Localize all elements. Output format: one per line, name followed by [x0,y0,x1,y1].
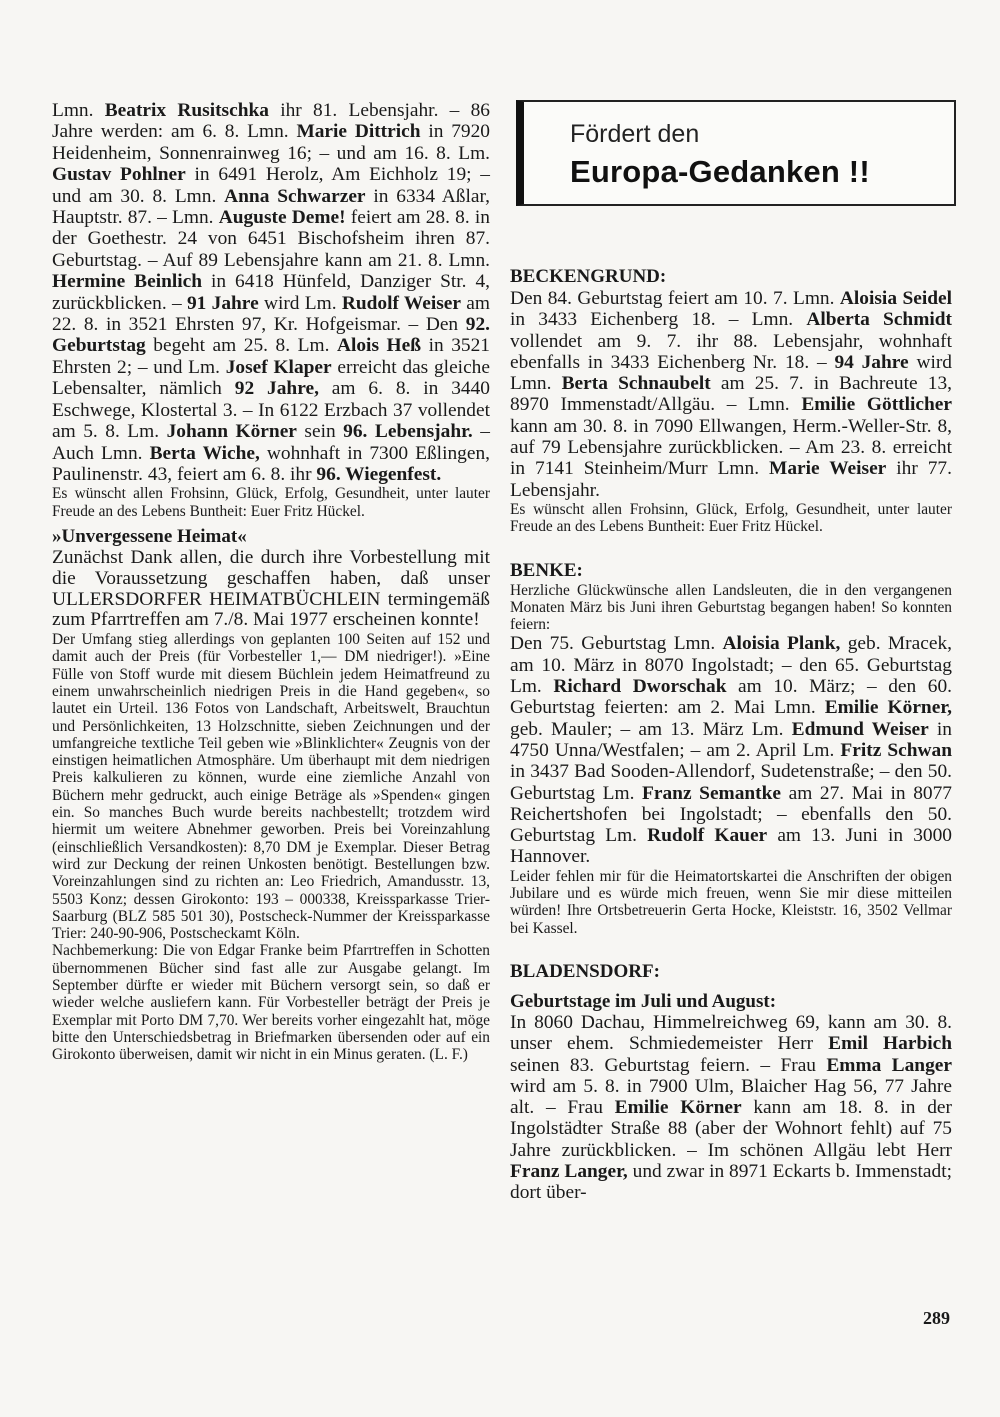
text-run: Den 75. Geburtstag Lmn. [510,633,723,655]
text-run: in 6334 Aßlar, Hauptstr. 87. – Lmn. [52,185,491,229]
section-heading-bladensdorf: BLADENSDORF: [510,960,660,982]
text-run: in 3437 Bad Sooden-Allendorf, Sudetenstraße; – den 50. Geburtstag Lm. [510,761,952,804]
text-run: sein [296,421,344,443]
greeting-note: Es wünscht allen Frohsinn, Glück, Erfolg, Gesundheit, unter lauter Freude an des Lebens Buntheit: Euer Fritz Hückel. [52,485,490,520]
bold-name: 92 Jahre, [234,378,319,400]
page-number: 289 [923,1308,950,1328]
book-intro-paragraph: Zunächst Dank allen, die durch ihre Vorbestellung mit die Voraussetzung geschaffen haben, daß unser ULLERSDORFER HEIMATBÜCHLEIN termingemäß zum Pfarrtreffen am 7./8. Mai 1977 erscheinen konnte! [52,546,490,631]
bold-name: Emilie Körner, [824,697,953,719]
bold-name: Marie Weiser [769,458,887,480]
text-run: In 8060 Dachau, Himmelreichweg 69, kann am 30. 8. unser ehem. Schmiedemeister Herr [510,1011,952,1055]
bold-name: Aloisia Plank, [722,633,841,655]
right-column [510,100,952,1204]
text-run: ihr 81. Lebensjahr. – 86 Jahre werden: am 6. 8. Lmn. [52,100,490,143]
bold-name: Berta Wiche, [149,442,260,464]
bold-name: Marie Dittrich [296,121,421,143]
bold-name: Franz Langer, [510,1160,628,1182]
text-run: kann am 30. 8. in 7090 Ellwangen, Herm.-Weller-Str. 8, auf 79 Lebensjahre zurückblicken. – Am 23. 8. erreicht in 7141 Steinheim/Murr Lmn. [510,415,952,480]
europa-advertisement-box [516,100,956,206]
bladensdorf-subheading: Geburtstage im Juli und August: [510,990,777,1012]
section-heading-beckengrund: BECKENGRUND: [510,266,667,287]
text-run: wohnhaft in 7300 Eßlingen, Paulinenstr. 43, feiert am 6. 8. ihr [52,442,490,485]
bold-name: 92. [465,314,490,336]
text-run: feiert am 28. 8. in der Goethestr. 24 von 6451 Bischofsheim ihren 87. Geburtstag. – Auf 89 Lebensjahre kann am 21. 8. Lmn. [52,207,490,271]
text-run: am 6. 8. in 3440 Eschwege, Klostertal 3. – In 6122 Erzbach 37 vollendet am 5. 8. Lm. [52,378,490,443]
text-run: in 3521 Ehrsten 2; – und Lm. [52,335,490,378]
text-run: erreicht das gleiche Lebensalter, nämlich [52,356,490,400]
bold-name: 94 Jahre [834,351,909,373]
ad-line-1: Fördert den [570,120,700,148]
bold-name: 96. Lebensjahr. [343,421,473,443]
text-run: begeht am 25. 8. Lm. [145,335,337,357]
text-run: am 27. Mai in 8077 Reichertshofen bei Ingolstadt; – ebenfalls den 50. Geburtstag Lm. [510,782,952,847]
bold-name: Rudolf Kauer [647,825,768,847]
text-run: am 10. März; – den 60. Geburtstag feierten: am 2. Mai Lmn. [510,676,952,719]
text-run: vollendet am 9. 7. ihr 88. Lebensjahr, wohnhaft ebenfalls in 3433 Eichenberg Nr. 18. – [510,330,952,373]
text-run: seinen 83. Geburtstag feiern. – Frau [510,1054,827,1076]
text-run: in 6491 Herolz, Am Eichholz 19; – und am 30. 8. Lmn. [52,164,490,207]
beckengrund-greeting: Es wünscht allen Frohsinn, Glück, Erfolg, Gesundheit, unter lauter Freude an des Lebens Buntheit: Euer Fritz Hückel. [510,500,952,536]
bold-name: 96. Wiegenfest. [316,463,442,485]
benke-intro: Herzliche Glückwünsche allen Landsleuten, die in den vergangenen Monaten März bis Juni ihren Geburtstag begangen haben! So konnten feiern: [510,581,952,634]
text-run: – Auch Lmn. [52,421,490,464]
bold-name: Anna Schwarzer [224,185,366,207]
bold-name: Emilie Körner [614,1097,742,1119]
book-details-paragraph: Der Umfang stieg allerdings von geplanten 100 Seiten auf 152 und damit auch der Preis (für Vorbesteller 1,— DM niedriger!). »Eine Fülle von Stoff wurde mit diesem Büchlein jedem Heimatfreund zu einem unwahrscheinlich niedrigen Preis in die Hand gegeben«, so lautet ein Urteil. 136 Fotos von Landschaft, Arbeitswelt, Brauchtun und Persönlichkeiten, 13 Holzschnitte, sieben Zeichnungen und der umfangreiche textliche Teil geben wie »Blinklichter« Zeugnis von der einstigen heimatlichen Atmosphäre. Um überhaupt mit dem niedrigen Preis kalkulieren zu können, wurde eine ziemliche Anzahl von Büchern mehr gedruckt, auch einige Beträge als »Spenden« gingen ein. So manches Buch wurde bereits nachbestellt; trotzdem wird hiermit um weitere Abnehmer geworben. Preis bei Voreinzahlung (einschließlich Versandkosten): 8,70 DM je Exemplar. Dieser Betrag wird zur Deckung der reinen Unkosten benötigt. Bestellungen bzw. Voreinzahlungen sind zu richten an: Leo Friedrich, Amandusstr. 13, 5503 Konz; dessen Girokonto: 193 – 000338, Kreissparkasse Trier-Saarburg (BLZ 585 501 30), Postscheck-Nummer der Kreissparkasse Trier: 240-90-906, Postscheckamt Köln. [52,631,490,943]
section-heading-unvergessene-heimat: »Unvergessene Heimat« [52,525,247,547]
text-run: wird Lmn. [510,351,952,395]
bold-name: Beatrix Rusitschka [104,100,269,121]
text-run: geb. Mauler; – am 13. März Lm. [510,718,792,740]
bold-name: Emil Harbich [828,1033,953,1055]
bold-name: 91 Jahre [186,292,259,314]
bold-name: Richard Dworschak [553,676,727,698]
bold-name: Gustav Pohlner [52,164,186,186]
text-run: wird am 5. 8. in 7900 Ulm, Blaicher Hag 56, 77 Jahre alt. – Frau [510,1075,952,1119]
text-run: in 7920 Heidenheim, Sonnenrainweg 16; – und am 16. 8. Lm. [52,121,491,164]
bladensdorf-paragraph [510,1012,952,1204]
section-heading-benke: BENKE: [510,559,583,581]
text-run: wird Lm. [258,292,342,314]
bold-name: Fritz Schwan [840,739,952,761]
postscript-paragraph: Nachbemerkung: Die von Edgar Franke beim Pfarrtreffen in Schotten übernommenen Bücher sind fast alle zur Ausgabe gelangt. Im September dürfte er wieder mit Büchern versorgt sein, so daß er wieder welche ausliefern kann. Für Vorbesteller beträgt der Preis je Exemplar mit Porto DM 7,70. Wer bereits vorher eingezahlt hat, möge bitte den Unterschiedsbetrag in Briefmarken übersenden oder auf ein Girokonto überweisen, damit wir nicht in ein Minus geraten. (L. F.) [52,942,490,1064]
ad-line-2: Europa-Gedanken !! [570,154,870,189]
benke-note: Leider fehlen mir für die Heimatortskartei die Anschriften der obigen Jubilare und es würde mich freuen, wenn Sie mir diese mitteilen würden! Ihre Ortsbetreuerin Gerta Hocke, Kleiststr. 16, 3502 Vellmar bei Kassel. [510,867,952,937]
bold-name: Geburtstag [52,335,146,357]
benke-birthdays [510,633,952,867]
bold-name: Hermine Beinlich [52,271,203,293]
text-run: am 25. 7. in Bachreute 13, 8970 Immenstadt/Allgäu. – Lmn. [510,373,952,416]
bold-name: Johann Körner [166,421,297,443]
text-run: in 4750 Unna/Westfalen; – am 2. April Lm. [510,718,952,761]
bold-name: Aloisia Seidel [839,288,952,309]
text-run: ihr 77. Lebensjahr. [510,458,952,501]
text-run: in 6418 Hünfeld, Danziger Str. 4, zurückblicken. – [52,271,490,314]
text-run: am 22. 8. in 3521 Ehrsten 97, Kr. Hofgeismar. – Den [52,292,490,336]
text-run: in 3433 Eichenberg 18. – Lmn. [510,309,807,331]
bold-name: Josef Klaper [225,356,332,378]
bold-name: Emma Langer [826,1054,952,1076]
bold-name: Berta Schnaubelt [561,373,711,395]
text-run: geb. Mracek, am 10. März in 8070 Ingolstadt; – den 65. Geburtstag Lm. [510,633,952,698]
bold-name: Alois Heß [336,335,422,357]
bold-name: Rudolf Weiser [341,292,461,314]
text-run: und zwar in 8971 Eckarts b. Immenstadt; dort über- [510,1160,952,1204]
bold-name: Franz Semantke [642,782,782,804]
text-run: kann am 18. 8. in der Ingolstädter Straße 88 (aber der Wohnort fehlt) auf 75 Jahre zurückblicken. – Im schönen Allgäu lebt Herr [510,1097,952,1161]
left-column [52,100,490,1064]
text-run: Den 84. Geburtstag feiert am 10. 7. Lmn. [510,288,840,309]
bold-name: Auguste Deme! [218,207,346,229]
bold-name: Emilie Göttlicher [801,394,952,416]
bold-name: Edmund Weiser [791,718,929,740]
text-run: Lmn. [52,100,105,121]
text-run: am 13. Juni in 3000 Hannover. [510,825,952,868]
bold-name: Alberta Schmidt [806,309,952,331]
beckengrund-paragraph [510,288,952,501]
birthday-list-continued [52,100,490,485]
